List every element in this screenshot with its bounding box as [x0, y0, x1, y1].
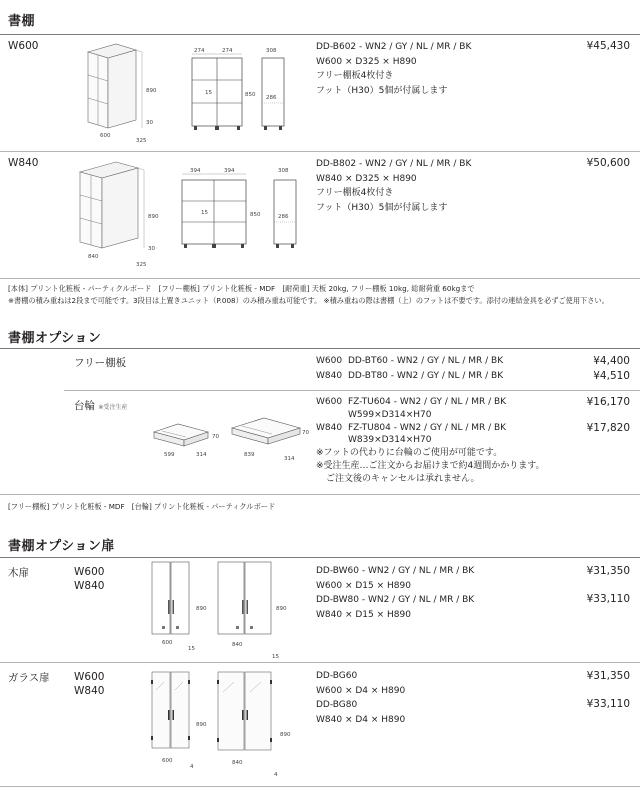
glass-door-price-w600: ¥31,350 — [586, 670, 630, 682]
wood-door-spec: DD-BW60 - WN2 / GY / NL / MR / BK W600 × D15 × H890 DD-BW80 - WN2 / GY / NL / MR / BK W840 × D15 × H890 — [316, 566, 475, 620]
dim-d: 325 — [136, 138, 147, 144]
wood-door-sizes: W600 W840 — [74, 566, 105, 592]
glass-door-sizes: W600 W840 — [74, 671, 105, 697]
wood-door-w600-drawing — [148, 560, 208, 652]
dim-w: 600 — [100, 133, 111, 139]
bookshelf-w600-side-drawing — [258, 44, 298, 136]
svg-text:840: 840 — [232, 642, 243, 648]
svg-text:4: 4 — [190, 764, 194, 770]
dim-h: 890 — [146, 88, 157, 94]
wood-door-w840-drawing — [214, 560, 290, 660]
caster-w840-drawing — [228, 404, 310, 466]
glass-door-spec: DD-BG60 W600 × D4 × H890 DD-BG80 W840 × D4 × H890 — [316, 671, 406, 725]
product-code: DD-B802 - WN2 / GY / NL / MR / BK — [316, 159, 472, 169]
caster-price-w840: ¥17,820 — [586, 422, 630, 434]
svg-text:274: 274 — [222, 48, 233, 54]
svg-text:850: 850 — [250, 212, 261, 218]
wood-door-price-w840: ¥33,110 — [586, 593, 630, 605]
divider — [0, 786, 640, 787]
bookshelf-w840-price: ¥50,600 — [586, 157, 630, 169]
glass-door-w600-drawing — [148, 670, 208, 770]
svg-text:599: 599 — [164, 452, 175, 458]
svg-text:314: 314 — [284, 456, 295, 462]
caster-spec: W600 FZ-TU604 - WN2 / GY / NL / MR / BK W599×D314×H70 W840 FZ-TU804 - WN2 / GY / NL / MR / BK W839×D314×H70 ※フットの代わりに台輪のご使用が可能です。 ※受注生産…ご注文からお届けまで約4週間かかります。 ご注文後のキャンセルは承れません。 — [316, 397, 545, 484]
svg-text:890: 890 — [280, 732, 291, 738]
svg-text:15: 15 — [201, 210, 208, 216]
svg-text:30: 30 — [148, 246, 155, 252]
free-shelf-price-w840: ¥4,510 — [593, 370, 630, 382]
free-shelf-price-w600: ¥4,400 — [593, 355, 630, 367]
glass-door-price-w840: ¥33,110 — [586, 698, 630, 710]
svg-text:600: 600 — [162, 758, 173, 764]
glass-door-label: ガラス扉 — [8, 672, 50, 684]
svg-text:286: 286 — [266, 95, 277, 101]
section-title-options: 書棚オプション — [8, 331, 102, 346]
bookshelf-w600-iso-drawing — [80, 40, 160, 146]
divider — [0, 348, 640, 349]
options-material-note: [フリー棚板] プリント化粧板 - MDF [台輪] プリント化粧板 - パーティクルボード — [8, 502, 276, 511]
svg-text:274: 274 — [194, 48, 205, 54]
bookshelf-w600-front-drawing — [190, 44, 256, 136]
svg-text:15: 15 — [188, 646, 195, 652]
svg-text:394: 394 — [224, 168, 235, 174]
divider — [0, 151, 640, 152]
product-size: W840 × D325 × H890 — [316, 173, 417, 184]
divider — [0, 662, 640, 663]
svg-text:15: 15 — [205, 90, 212, 96]
dim-foot: 30 — [146, 120, 153, 126]
svg-text:70: 70 — [302, 430, 309, 436]
svg-text:286: 286 — [278, 214, 289, 220]
divider — [0, 494, 640, 495]
section-title-bookshelf: 書棚 — [8, 14, 36, 29]
svg-text:850: 850 — [245, 92, 256, 98]
svg-text:600: 600 — [162, 640, 173, 646]
svg-text:308: 308 — [266, 48, 277, 54]
svg-text:840: 840 — [88, 254, 99, 260]
glass-door-w840-drawing — [214, 670, 294, 778]
svg-text:890: 890 — [196, 722, 207, 728]
bookshelf-w840-label: W840 — [8, 157, 39, 169]
bookshelf-w840-front-drawing — [180, 164, 260, 256]
bookshelf-w600-price: ¥45,430 — [586, 40, 630, 52]
caster-price-w600: ¥16,170 — [586, 396, 630, 408]
svg-text:394: 394 — [190, 168, 201, 174]
bookshelf-w840-spec: DD-B802 - WN2 / GY / NL / MR / BK W840 × D325 × H890 フリー棚板4枚付き フット（H30）5個が付属します — [316, 159, 472, 213]
svg-text:840: 840 — [232, 760, 243, 766]
bookshelf-w600-label: W600 — [8, 40, 39, 52]
bookshelf-w600-spec: DD-B602 - WN2 / GY / NL / MR / BK W600 × D325 × H890 フリー棚板4枚付き フット（H30）5個が付属します — [316, 42, 472, 96]
product-code: DD-B602 - WN2 / GY / NL / MR / BK — [316, 42, 472, 52]
free-shelf-label: フリー棚板 — [74, 357, 127, 369]
section-title-doors: 書棚オプション扉 — [8, 539, 115, 554]
svg-text:890: 890 — [276, 606, 287, 612]
caster-label: 台輪 ※受注生産 — [74, 400, 128, 412]
product-size: W600 × D325 × H890 — [316, 56, 417, 67]
free-shelf-spec: W600 DD-BT60 - WN2 / GY / NL / MR / BK W840 DD-BT80 - WN2 / GY / NL / MR / BK — [316, 356, 504, 381]
svg-text:839: 839 — [244, 452, 255, 458]
svg-text:70: 70 — [212, 434, 219, 440]
bookshelf-w840-side-drawing — [270, 164, 310, 256]
bookshelf-notes: [本体] プリント化粧板 - パーティクルボード [フリー棚板] プリント化粧板 - MDF [耐荷重] 天板 20kg, フリー棚板 10kg, 総耐荷重 60kgまで ※書棚の積み重ねは2段まで可能です。3段目は上置きユニット（P.008）のみ積み重ね可能です。 ※積み重ねの際は書棚（上）のフットは不要です。添付の連結金具を必ずご使用下さい。 — [8, 284, 609, 305]
divider — [0, 278, 640, 279]
svg-text:890: 890 — [196, 606, 207, 612]
bookshelf-w840-iso-drawing — [72, 158, 162, 268]
divider — [0, 34, 640, 35]
svg-text:890: 890 — [148, 214, 159, 220]
svg-text:308: 308 — [278, 168, 289, 174]
caster-w600-drawing — [150, 410, 222, 466]
divider — [64, 390, 640, 391]
svg-text:314: 314 — [196, 452, 207, 458]
svg-text:15: 15 — [272, 654, 279, 660]
svg-text:4: 4 — [274, 772, 278, 778]
wood-door-label: 木扉 — [8, 567, 29, 579]
divider — [0, 557, 640, 558]
svg-text:325: 325 — [136, 262, 147, 268]
wood-door-price-w600: ¥31,350 — [586, 565, 630, 577]
